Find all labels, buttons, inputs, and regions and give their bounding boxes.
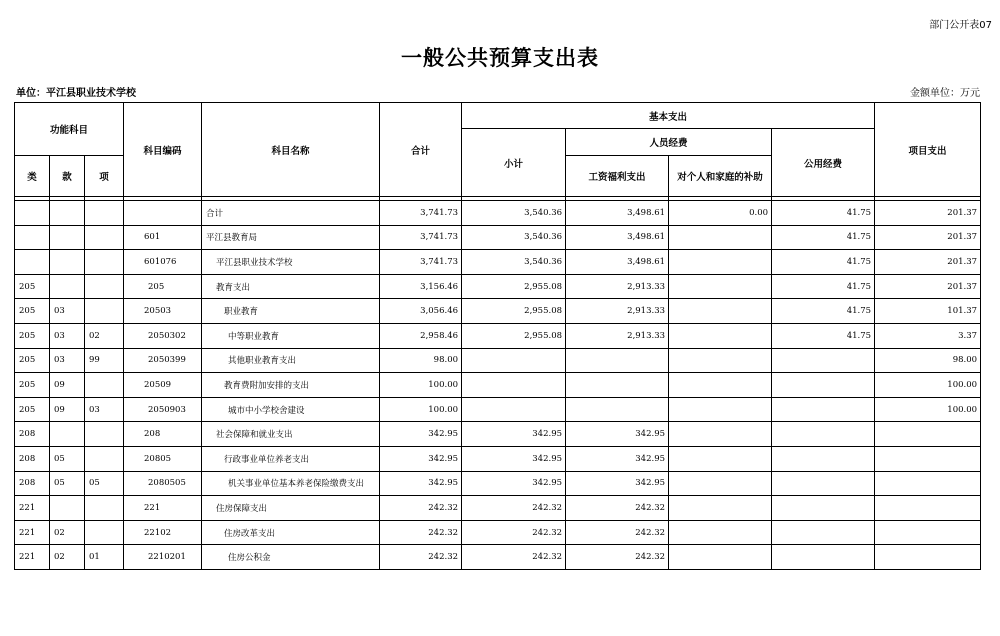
- wages-cell: 342.95: [566, 446, 669, 471]
- wages-cell: 2,913.33: [566, 323, 669, 348]
- subsidies-cell: [669, 446, 772, 471]
- form-code: 部门公开表07: [929, 20, 992, 31]
- kuan-cell: 09: [50, 397, 85, 422]
- table-row: [15, 545, 981, 570]
- lei-cell: 205: [15, 373, 50, 398]
- project-expense-cell: 100.00: [875, 397, 981, 422]
- xiang-cell: 02: [85, 323, 124, 348]
- subject-name-cell: 中等职业教育: [202, 323, 380, 348]
- subject-name-cell: 行政事业单位养老支出: [202, 446, 380, 471]
- kuan-cell: 09: [50, 373, 85, 398]
- header-lei: 类: [15, 156, 50, 197]
- subject-name-cell: 住房公积金: [202, 545, 380, 570]
- table-row: [15, 422, 981, 447]
- lei-cell: [15, 225, 50, 250]
- table-row: [15, 471, 981, 496]
- table-row: [15, 323, 981, 348]
- subject-code-cell: 2050903: [124, 397, 202, 422]
- subtotal-cell: 3,540.36: [462, 225, 566, 250]
- wages-cell: 3,498.61: [566, 201, 669, 226]
- subject-name-cell: 合计: [202, 201, 380, 226]
- subtotal-cell: 3,540.36: [462, 201, 566, 226]
- lei-cell: 208: [15, 446, 50, 471]
- header-kuan: 款: [50, 156, 85, 197]
- xiang-cell: [85, 225, 124, 250]
- total-cell: 98.00: [380, 348, 462, 373]
- public-expense-cell: [772, 373, 875, 398]
- unit-label: 单位：平江县职业技术学校: [16, 88, 136, 99]
- public-expense-cell: 41.75: [772, 250, 875, 275]
- subject-code-cell: [124, 201, 202, 226]
- total-cell: 100.00: [380, 373, 462, 398]
- lei-cell: 221: [15, 496, 50, 521]
- subject-code-cell: 205: [124, 274, 202, 299]
- table-row: [15, 397, 981, 422]
- subject-code-cell: 2050399: [124, 348, 202, 373]
- subject-code-cell: 20509: [124, 373, 202, 398]
- subtotal-cell: 342.95: [462, 422, 566, 447]
- project-expense-cell: [875, 496, 981, 521]
- subtotal-cell: [462, 397, 566, 422]
- lei-cell: 221: [15, 545, 50, 570]
- subject-name-cell: 平江县教育局: [202, 225, 380, 250]
- lei-cell: 208: [15, 422, 50, 447]
- table-row: [15, 520, 981, 545]
- xiang-cell: 05: [85, 471, 124, 496]
- public-expense-cell: [772, 446, 875, 471]
- header-subsidies: 对个人和家庭的补助: [669, 156, 772, 197]
- subject-code-cell: 22102: [124, 520, 202, 545]
- wages-cell: 3,498.61: [566, 225, 669, 250]
- subtotal-cell: 242.32: [462, 545, 566, 570]
- project-expense-cell: [875, 545, 981, 570]
- table-row: [15, 274, 981, 299]
- project-expense-cell: 201.37: [875, 274, 981, 299]
- subject-code-cell: 221: [124, 496, 202, 521]
- project-expense-cell: 101.37: [875, 299, 981, 324]
- subject-name-cell: 教育费附加安排的支出: [202, 373, 380, 398]
- subsidies-cell: [669, 397, 772, 422]
- kuan-cell: [50, 225, 85, 250]
- public-expense-cell: 41.75: [772, 274, 875, 299]
- header-basic-expense: 基本支出: [462, 103, 875, 129]
- kuan-cell: 03: [50, 323, 85, 348]
- public-expense-cell: [772, 545, 875, 570]
- xiang-cell: [85, 299, 124, 324]
- amount-unit-label: 金额单位：万元: [910, 88, 980, 99]
- kuan-cell: 05: [50, 446, 85, 471]
- page-title: 一般公共预算支出表: [401, 46, 599, 70]
- subject-name-cell: 教育支出: [202, 274, 380, 299]
- wages-cell: 2,913.33: [566, 274, 669, 299]
- subtotal-cell: 342.95: [462, 446, 566, 471]
- subsidies-cell: [669, 496, 772, 521]
- wages-cell: 242.32: [566, 520, 669, 545]
- subject-name-cell: 职业教育: [202, 299, 380, 324]
- project-expense-cell: 201.37: [875, 225, 981, 250]
- public-expense-cell: [772, 496, 875, 521]
- total-cell: 3,741.73: [380, 201, 462, 226]
- xiang-cell: [85, 201, 124, 226]
- total-cell: 100.00: [380, 397, 462, 422]
- project-expense-cell: [875, 422, 981, 447]
- kuan-cell: 02: [50, 545, 85, 570]
- wages-cell: 2,913.33: [566, 299, 669, 324]
- total-cell: 342.95: [380, 471, 462, 496]
- public-expense-cell: 41.75: [772, 299, 875, 324]
- project-expense-cell: 201.37: [875, 201, 981, 226]
- subject-name-cell: 住房改革支出: [202, 520, 380, 545]
- subject-code-cell: 20503: [124, 299, 202, 324]
- xiang-cell: 99: [85, 348, 124, 373]
- table-row: [15, 201, 981, 226]
- xiang-cell: [85, 520, 124, 545]
- project-expense-cell: 98.00: [875, 348, 981, 373]
- kuan-cell: [50, 201, 85, 226]
- subtotal-cell: 2,955.08: [462, 274, 566, 299]
- total-cell: 2,958.46: [380, 323, 462, 348]
- total-cell: 242.32: [380, 520, 462, 545]
- subsidies-cell: [669, 250, 772, 275]
- total-cell: 342.95: [380, 446, 462, 471]
- lei-cell: 205: [15, 274, 50, 299]
- lei-cell: [15, 250, 50, 275]
- header-subject-code: 科目编码: [124, 103, 202, 197]
- kuan-cell: [50, 422, 85, 447]
- subtotal-cell: [462, 373, 566, 398]
- header-subject-name: 科目名称: [202, 103, 380, 197]
- subtotal-cell: [462, 348, 566, 373]
- header-wages: 工资福利支出: [566, 156, 669, 197]
- wages-cell: [566, 348, 669, 373]
- wages-cell: 3,498.61: [566, 250, 669, 275]
- xiang-cell: [85, 496, 124, 521]
- project-expense-cell: 201.37: [875, 250, 981, 275]
- public-expense-cell: 41.75: [772, 201, 875, 226]
- lei-cell: 208: [15, 471, 50, 496]
- lei-cell: 205: [15, 397, 50, 422]
- lei-cell: 205: [15, 323, 50, 348]
- lei-cell: 205: [15, 348, 50, 373]
- xiang-cell: [85, 373, 124, 398]
- project-expense-cell: [875, 446, 981, 471]
- lei-cell: [15, 201, 50, 226]
- kuan-cell: 03: [50, 348, 85, 373]
- kuan-cell: [50, 250, 85, 275]
- table-row: [15, 299, 981, 324]
- budget-table: [14, 102, 981, 570]
- total-cell: 3,741.73: [380, 250, 462, 275]
- project-expense-cell: [875, 471, 981, 496]
- public-expense-cell: [772, 348, 875, 373]
- subject-name-cell: 城市中小学校舍建设: [202, 397, 380, 422]
- subsidies-cell: [669, 520, 772, 545]
- wages-cell: 342.95: [566, 422, 669, 447]
- header-function-subject: 功能科目: [15, 103, 124, 156]
- subtotal-cell: 342.95: [462, 471, 566, 496]
- public-expense-cell: [772, 397, 875, 422]
- table-row: [15, 496, 981, 521]
- subtotal-cell: 2,955.08: [462, 299, 566, 324]
- header-subtotal: 小计: [462, 129, 566, 197]
- subject-name-cell: 住房保障支出: [202, 496, 380, 521]
- public-expense-cell: 41.75: [772, 323, 875, 348]
- subsidies-cell: [669, 323, 772, 348]
- subtotal-cell: 2,955.08: [462, 323, 566, 348]
- subject-code-cell: 601: [124, 225, 202, 250]
- total-cell: 3,056.46: [380, 299, 462, 324]
- subject-code-cell: 208: [124, 422, 202, 447]
- xiang-cell: [85, 446, 124, 471]
- wages-cell: [566, 373, 669, 398]
- table-row: [15, 225, 981, 250]
- subsidies-cell: [669, 225, 772, 250]
- subject-code-cell: 2210201: [124, 545, 202, 570]
- subtotal-cell: 242.32: [462, 496, 566, 521]
- subject-code-cell: 2080505: [124, 471, 202, 496]
- subsidies-cell: [669, 299, 772, 324]
- kuan-cell: 03: [50, 299, 85, 324]
- subsidies-cell: [669, 373, 772, 398]
- wages-cell: 242.32: [566, 545, 669, 570]
- subject-name-cell: 机关事业单位基本养老保险缴费支出: [202, 471, 380, 496]
- public-expense-cell: 41.75: [772, 225, 875, 250]
- kuan-cell: [50, 274, 85, 299]
- subsidies-cell: 0.00: [669, 201, 772, 226]
- subsidies-cell: [669, 471, 772, 496]
- subtotal-cell: 242.32: [462, 520, 566, 545]
- header-total: 合计: [380, 103, 462, 197]
- total-cell: 242.32: [380, 496, 462, 521]
- total-cell: 342.95: [380, 422, 462, 447]
- project-expense-cell: [875, 520, 981, 545]
- kuan-cell: 02: [50, 520, 85, 545]
- lei-cell: 221: [15, 520, 50, 545]
- xiang-cell: 01: [85, 545, 124, 570]
- table-row: [15, 348, 981, 373]
- wages-cell: [566, 397, 669, 422]
- xiang-cell: [85, 274, 124, 299]
- total-cell: 242.32: [380, 545, 462, 570]
- subject-name-cell: 社会保障和就业支出: [202, 422, 380, 447]
- subject-code-cell: 2050302: [124, 323, 202, 348]
- subject-code-cell: 20805: [124, 446, 202, 471]
- public-expense-cell: [772, 422, 875, 447]
- kuan-cell: 05: [50, 471, 85, 496]
- lei-cell: 205: [15, 299, 50, 324]
- subsidies-cell: [669, 422, 772, 447]
- xiang-cell: [85, 422, 124, 447]
- header-public-expense: 公用经费: [772, 129, 875, 197]
- subject-code-cell: 601076: [124, 250, 202, 275]
- header-project-expense: 项目支出: [875, 103, 981, 197]
- subsidies-cell: [669, 274, 772, 299]
- subject-name-cell: 其他职业教育支出: [202, 348, 380, 373]
- subject-name-cell: 平江县职业技术学校: [202, 250, 380, 275]
- subtotal-cell: 3,540.36: [462, 250, 566, 275]
- header-personnel: 人员经费: [566, 129, 772, 156]
- subsidies-cell: [669, 545, 772, 570]
- public-expense-cell: [772, 520, 875, 545]
- table-row: [15, 373, 981, 398]
- xiang-cell: [85, 250, 124, 275]
- subsidies-cell: [669, 348, 772, 373]
- wages-cell: 342.95: [566, 471, 669, 496]
- table-row: [15, 250, 981, 275]
- table-row: [15, 446, 981, 471]
- kuan-cell: [50, 496, 85, 521]
- public-expense-cell: [772, 471, 875, 496]
- total-cell: 3,156.46: [380, 274, 462, 299]
- project-expense-cell: 3.37: [875, 323, 981, 348]
- project-expense-cell: 100.00: [875, 373, 981, 398]
- xiang-cell: 03: [85, 397, 124, 422]
- wages-cell: 242.32: [566, 496, 669, 521]
- header-xiang: 项: [85, 156, 124, 197]
- total-cell: 3,741.73: [380, 225, 462, 250]
